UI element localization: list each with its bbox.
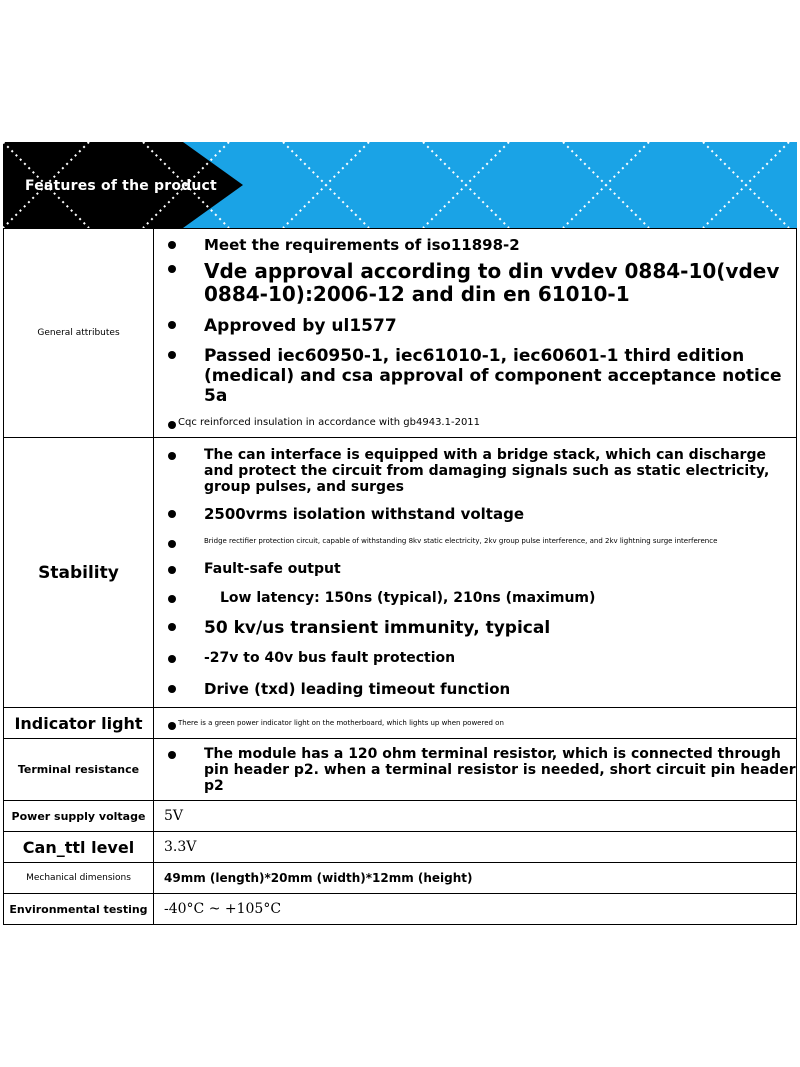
mechanical-dimensions-value: 49mm (length)*20mm (width)*12mm (height) xyxy=(154,863,797,894)
list-item: The can interface is equipped with a bridge stack, which can discharge and protect the circuit from damaging signals such as static electricity, group pulses, and surges xyxy=(164,447,796,495)
can-ttl-level-value: 3.3V xyxy=(154,832,797,863)
banner-title: Features of the product xyxy=(25,178,217,194)
label-terminal-resistance: Terminal resistance xyxy=(4,739,154,801)
list-item: Cqc reinforced insulation in accordance with gb4943.1-2011 xyxy=(164,416,796,430)
list-item: -27v to 40v bus fault protection xyxy=(164,650,796,666)
row-power-supply-voltage xyxy=(4,801,797,832)
label-can-ttl-level: Can_ttl level xyxy=(4,832,154,863)
product-features-banner xyxy=(3,142,797,228)
row-terminal-resistance xyxy=(4,739,797,801)
list-item: Fault-safe output xyxy=(164,561,796,577)
list-item: 50 kv/us transient immunity, typical xyxy=(164,618,796,638)
environmental-testing-value: -40°C ~ +105°C xyxy=(154,894,797,925)
row-indicator-light xyxy=(4,708,797,739)
label-power-supply-voltage: Power supply voltage xyxy=(4,801,154,832)
terminal-resistance-text: The module has a 120 ohm terminal resistor, which is connected through pin header p2. when a terminal resistor is needed, short circuit pin header p2 xyxy=(164,746,796,794)
row-mechanical-dimensions xyxy=(4,863,797,894)
list-item: 2500vrms isolation withstand voltage xyxy=(164,505,796,523)
row-environmental-testing xyxy=(4,894,797,925)
power-supply-voltage-value: 5V xyxy=(154,801,797,832)
list-item: Meet the requirements of iso11898-2 xyxy=(164,236,796,254)
row-can-ttl-level xyxy=(4,832,797,863)
list-item: Vde approval according to din vvdev 0884-10(vdev 0884-10):2006-12 and din en 61010-1 xyxy=(164,260,796,306)
list-item: Passed iec60950-1, iec61010-1, iec60601-1 third edition (medical) and csa approval of component acceptance notice 5a xyxy=(164,346,796,406)
spec-table xyxy=(3,228,797,925)
label-stability: Stability xyxy=(4,438,154,708)
general-attributes-list xyxy=(164,236,796,430)
list-item: Bridge rectifier protection circuit, capable of withstanding 8kv static electricity, 2kv group pulse interference, and 2kv lightning surge interference xyxy=(164,535,796,547)
indicator-light-text: There is a green power indicator light on the motherboard, which lights up when powered on xyxy=(164,717,796,729)
list-item: Approved by ul1577 xyxy=(164,316,796,336)
row-general-attributes xyxy=(4,229,797,438)
stability-list xyxy=(164,447,796,698)
label-environmental-testing: Environmental testing xyxy=(4,894,154,925)
list-item: Low latency: 150ns (typical), 210ns (maximum) xyxy=(164,590,796,606)
list-item: Drive (txd) leading timeout function xyxy=(164,680,796,698)
label-general-attributes: General attributes xyxy=(4,229,154,438)
row-stability xyxy=(4,438,797,708)
label-indicator-light: Indicator light xyxy=(4,708,154,739)
label-mechanical-dimensions: Mechanical dimensions xyxy=(4,863,154,894)
